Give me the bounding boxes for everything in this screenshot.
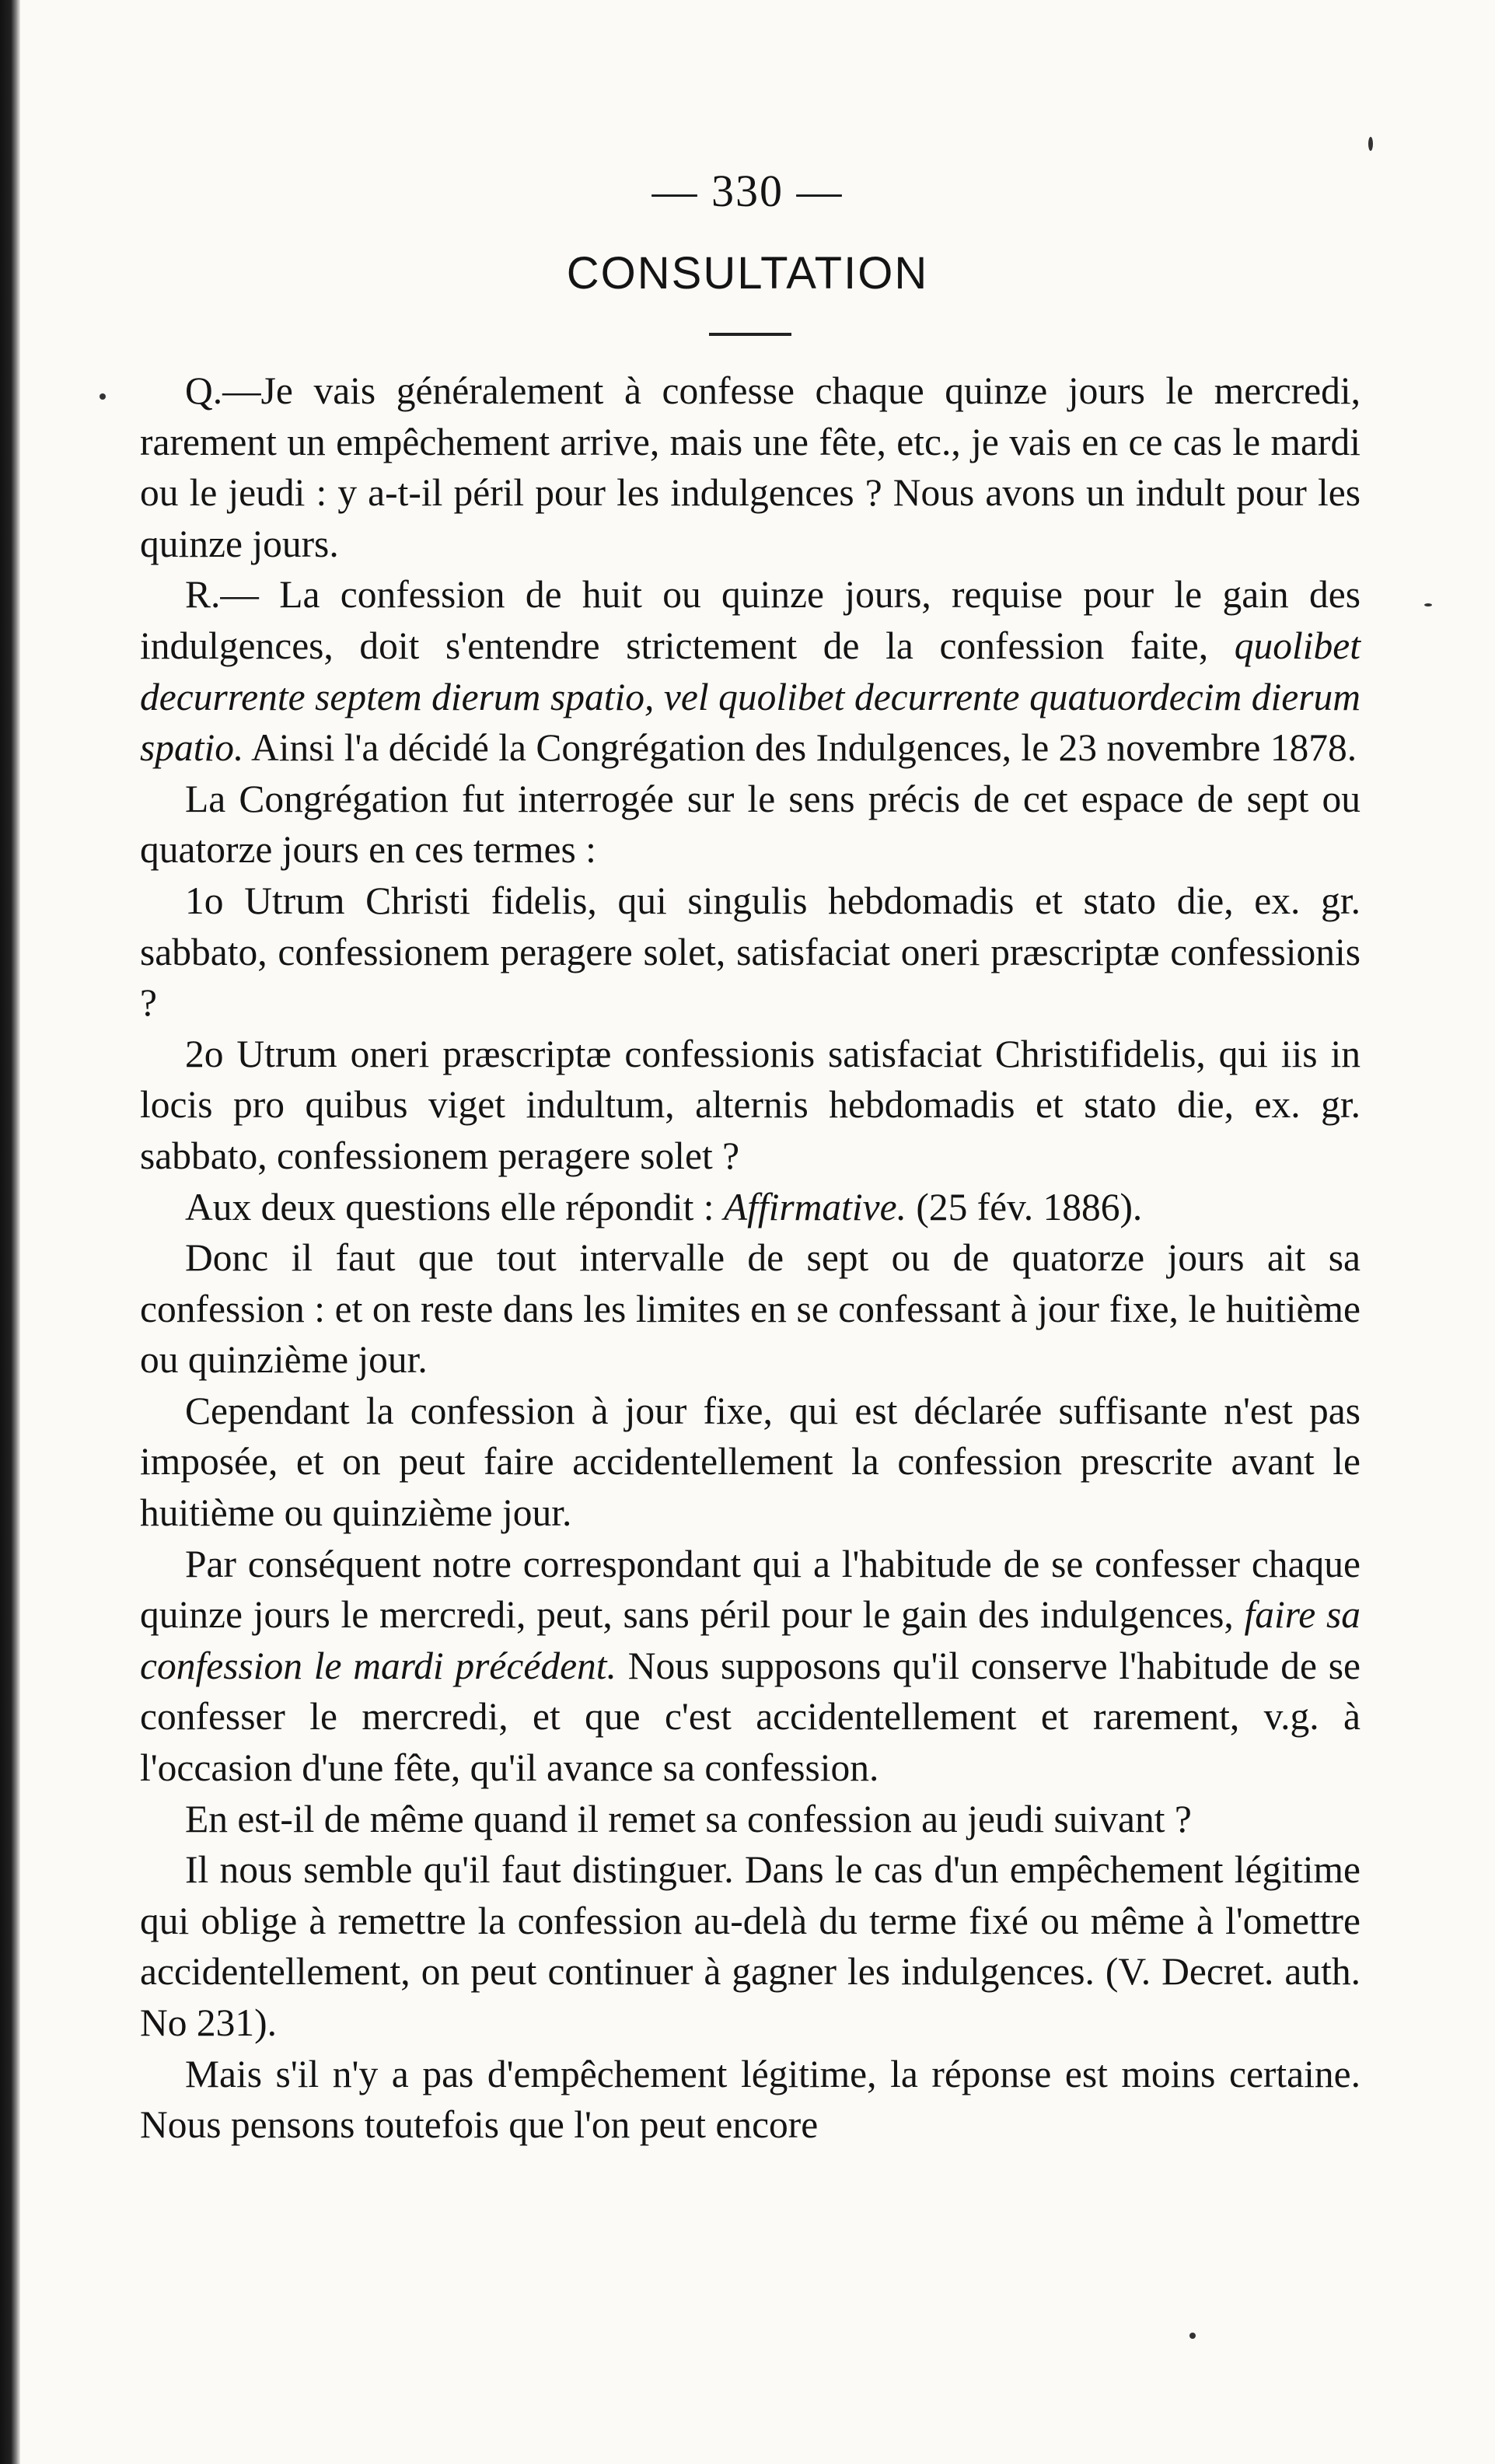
paragraph: [140, 2049, 1361, 2151]
text-run: Par conséquent notre correspondant qui a l'habitude de se confesser chaque quinze jours le mercredi, peut, sans péril pour le gain des indulgences,: [140, 1542, 1361, 1637]
text-run: Donc il faut que tout intervalle de sept ou de quatorze jours ait sa confession : et on reste dans les limites en se confessant à jour fixe, le huitième ou quinzième jour.: [140, 1236, 1361, 1382]
paragraph: [140, 1182, 1361, 1233]
text-run: Ainsi l'a décidé la Congrégation des Indulgences, le 23 novembre 1878.: [243, 726, 1357, 770]
body-text: [140, 365, 1361, 2151]
title-divider: [709, 333, 791, 336]
text-run: Il nous semble qu'il faut distinguer. Dans le cas d'un empêchement légitime qui oblige à remettre la confession au-delà du terme fixé ou même à l'omettre accidentellement, on peut continuer à gagner les indulgences. (V. Decret. auth. No 231).: [140, 1848, 1361, 2044]
text-run: 2o Utrum oneri præscriptæ confessionis satisfaciat Christifidelis, qui iis in locis pro quibus viget indultum, alternis hebdomadis et stato die, ex. gr. sabbato, confessionem peragere solet ?: [140, 1032, 1361, 1177]
italic-run: quolibet decurrente septem dierum spatio, vel quolibet decurrente quatuordecim dierum spatio.: [140, 624, 1361, 770]
paragraph: [140, 774, 1361, 876]
ink-speck: [1424, 603, 1432, 606]
ink-speck: [1368, 137, 1373, 151]
paragraph: [140, 876, 1361, 1029]
page-binding-edge: [0, 0, 20, 2464]
text-run: Cependant la confession à jour fixe, qui est déclarée suffisante n'est pas imposée, et on peut faire accidentellement la confession prescrite avant le huitième ou quinzième jour.: [140, 1389, 1361, 1535]
paragraph: [140, 569, 1361, 773]
paragraph: [140, 365, 1361, 569]
paragraph: [140, 1794, 1361, 1845]
text-run: Nous supposons qu'il conserve l'habitude de se confesser le mercredi, et que c'est accidentellement et rarement, v.g. à l'occasion d'une fête, qu'il avance sa confession.: [140, 1644, 1361, 1790]
page-title: CONSULTATION: [566, 248, 929, 299]
ink-speck: [100, 393, 106, 400]
text-run: R.— La confession de huit ou quinze jours, requise pour le gain des indulgences, doit s'entendre strictement de la confession faite,: [140, 573, 1361, 667]
italic-run: faire sa confession le mardi précédent.: [140, 1593, 1361, 1687]
text-run: La Congrégation fut interrogée sur le sens précis de cet espace de sept ou quatorze jours en ces termes :: [140, 777, 1361, 872]
paragraph: [140, 1386, 1361, 1539]
paragraph: [140, 1844, 1361, 2048]
paragraph: [140, 1029, 1361, 1182]
text-run: Aux deux questions elle répondit :: [185, 1185, 724, 1229]
paragraph: [140, 1232, 1361, 1386]
text-run: Q.—Je vais généralement à confesse chaque quinze jours le mercredi, rarement un empêchement arrive, mais une fête, etc., je vais en ce cas le mardi ou le jeudi : y a-t-il péril pour les indulgences ? Nous avons un indult pour les quinze jours.: [140, 369, 1361, 565]
page-number: — 330 —: [651, 166, 844, 216]
paragraph: [140, 1539, 1361, 1794]
ink-speck: [1189, 2333, 1196, 2339]
text-run: Mais s'il n'y a pas d'empêchement légitime, la réponse est moins certaine. Nous pensons toutefois que l'on peut encore: [140, 2052, 1361, 2147]
italic-run: Affirmative.: [723, 1185, 906, 1229]
text-run: 1o Utrum Christi fidelis, qui singulis hebdomadis et stato die, ex. gr. sabbato, confessionem peragere solet, satisfaciat oneri præscriptæ confessionis ?: [140, 879, 1361, 1025]
text-run: En est-il de même quand il remet sa confession au jeudi suivant ?: [185, 1797, 1192, 1840]
text-run: (25 fév. 1886).: [906, 1185, 1143, 1229]
